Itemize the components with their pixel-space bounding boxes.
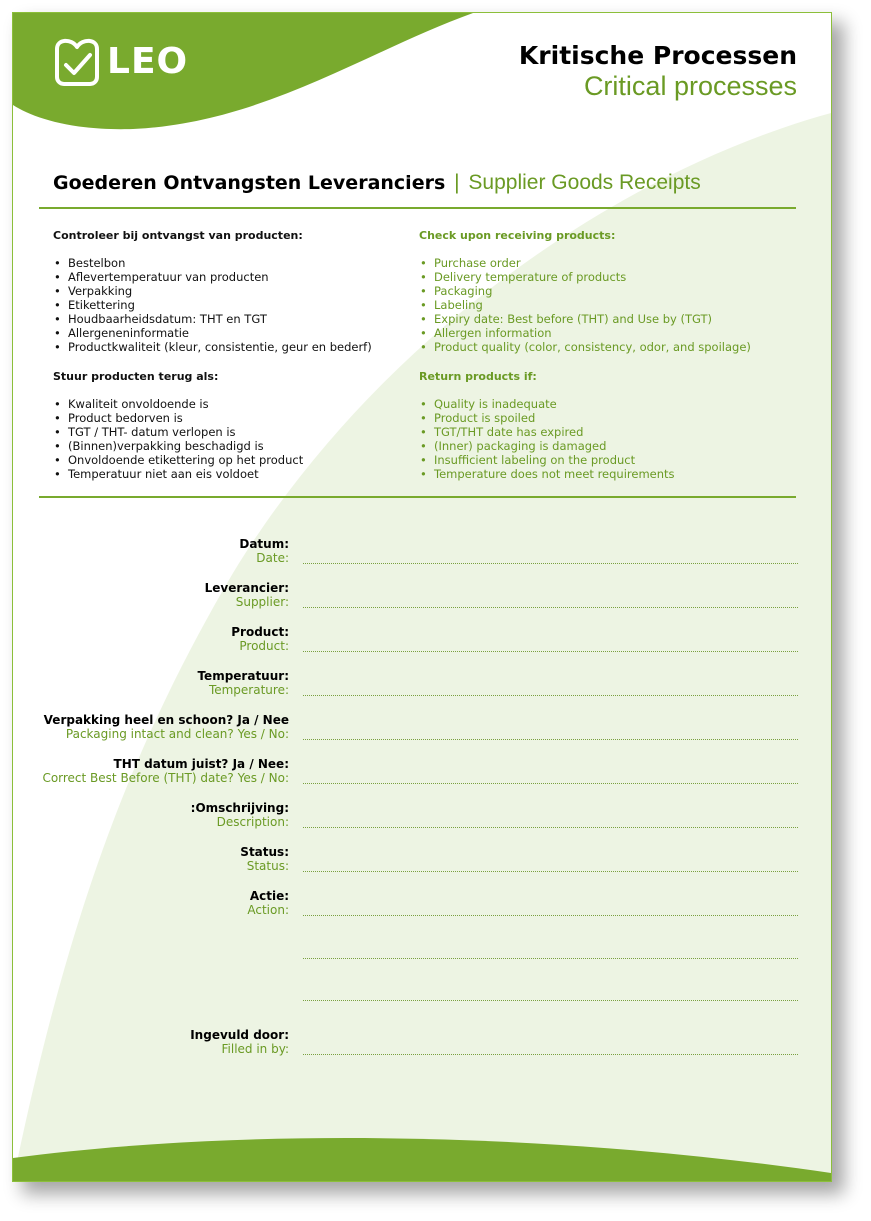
list-item: • Quality is inadequate — [419, 397, 789, 411]
document-page — [12, 12, 832, 1182]
supplier-entry-line[interactable] — [303, 607, 798, 608]
list-item: • Houdbaarheidsdatum: THT en TGT — [53, 312, 423, 326]
list-item: • (Inner) packaging is damaged — [419, 439, 789, 453]
instructions-dutch — [53, 229, 423, 497]
logo — [53, 35, 188, 87]
list-item: • Product quality (color, consistency, odor, and spoilage) — [419, 340, 789, 354]
temperature-entry-line[interactable] — [303, 695, 798, 696]
action-entry-line-2[interactable] — [303, 958, 798, 959]
field-label-nl: THT datum juist? Ja / Nee: — [113, 757, 289, 771]
date-entry-line[interactable] — [303, 563, 798, 564]
packaging-entry-line[interactable] — [303, 739, 798, 740]
divider-middle — [39, 496, 796, 498]
field-label-en: Date: — [256, 551, 289, 565]
field-label-en: Description: — [216, 815, 289, 829]
list-item: • Expiry date: Best before (THT) and Use by (TGT) — [419, 312, 789, 326]
field-label-en: Filled in by: — [221, 1042, 289, 1056]
field-label-en: Product: — [239, 639, 289, 653]
list-item: • Kwaliteit onvoldoende is — [53, 397, 423, 411]
field-product — [13, 625, 831, 669]
list-item: • (Binnen)verpakking beschadigd is — [53, 439, 423, 453]
return-list-en — [419, 397, 789, 481]
description-entry-line[interactable] — [303, 827, 798, 828]
field-filled-in-by — [13, 1028, 831, 1072]
header — [519, 41, 797, 101]
field-label-en: Correct Best Before (THT) date? Yes / No: — [42, 771, 289, 785]
field-label-en: Supplier: — [235, 595, 289, 609]
field-label-nl: Leverancier: — [204, 581, 289, 595]
title-separator: | — [454, 171, 460, 194]
field-label-nl: Status: — [240, 845, 289, 859]
field-label-en: Action: — [247, 903, 289, 917]
document-title — [53, 171, 701, 195]
field-action — [13, 889, 831, 933]
list-item: • Temperature does not meet requirements — [419, 467, 789, 481]
list-item: • Insufficient labeling on the product — [419, 453, 789, 467]
field-supplier — [13, 581, 831, 625]
list-item: • Packaging — [419, 284, 789, 298]
list-item: • Delivery temperature of products — [419, 270, 789, 284]
field-date — [13, 537, 831, 581]
field-status — [13, 845, 831, 889]
return-heading-en: Return products if: — [419, 370, 537, 383]
list-item: • Purchase order — [419, 256, 789, 270]
field-label-en: Packaging intact and clean? Yes / No: — [65, 727, 289, 741]
list-item: • Allergeneninformatie — [53, 326, 423, 340]
heart-check-icon — [53, 35, 101, 87]
header-title-nl: Kritische Processen — [518, 41, 797, 70]
action-entry-line-3[interactable] — [303, 1000, 798, 1001]
list-item: • Product is spoiled — [419, 411, 789, 425]
check-list-en — [419, 256, 789, 354]
filled-in-by-entry-line[interactable] — [303, 1054, 798, 1055]
field-label-nl: :Omschrijving: — [190, 801, 289, 815]
list-item: • Productkwaliteit (kleur, consistentie, geur en bederf) — [53, 340, 423, 354]
list-item: • Product bedorven is — [53, 411, 423, 425]
field-description — [13, 801, 831, 845]
list-item: • Aflevertemperatuur van producten — [53, 270, 423, 284]
list-item: • TGT/THT date has expired — [419, 425, 789, 439]
list-item: • Temperatuur niet aan eis voldoet — [53, 467, 423, 481]
field-label-nl: Actie: — [249, 889, 289, 903]
field-label-nl: Datum: — [239, 537, 289, 551]
field-label-en: Status: — [246, 859, 289, 873]
return-heading-nl: Stuur producten terug als: — [53, 370, 219, 383]
field-packaging — [13, 713, 831, 757]
action-entry-line[interactable] — [303, 915, 798, 916]
check-list-nl — [53, 256, 423, 354]
field-label-nl: Ingevuld door: — [190, 1028, 289, 1042]
product-entry-line[interactable] — [303, 651, 798, 652]
field-temperature — [13, 669, 831, 713]
list-item: • Onvoldoende etikettering op het product — [53, 453, 423, 467]
list-item: • Etikettering — [53, 298, 423, 312]
check-heading-en: Check upon receiving products: — [419, 229, 616, 242]
return-list-nl — [53, 397, 423, 481]
list-item: • TGT / THT- datum verlopen is — [53, 425, 423, 439]
header-title-en: Critical processes — [583, 71, 797, 101]
tht-date-entry-line[interactable] — [303, 783, 798, 784]
document-title-nl: Goederen Ontvangsten Leveranciers — [53, 172, 446, 194]
list-item: • Allergen information — [419, 326, 789, 340]
status-entry-line[interactable] — [303, 871, 798, 872]
instructions-english — [419, 229, 789, 497]
check-heading-nl: Controleer bij ontvangst van producten: — [53, 229, 303, 242]
list-item: • Bestelbon — [53, 256, 423, 270]
field-label-nl: Verpakking heel en schoon? Ja / Nee — [43, 713, 289, 727]
field-tht-date — [13, 757, 831, 801]
field-label-nl: Temperatuur: — [197, 669, 289, 683]
field-label-nl: Product: — [231, 625, 289, 639]
divider-top — [39, 207, 796, 209]
list-item: • Verpakking — [53, 284, 423, 298]
list-item: • Labeling — [419, 298, 789, 312]
logo-text: LEO — [107, 40, 189, 82]
field-label-en: Temperature: — [208, 683, 289, 697]
document-title-en: Supplier Goods Receipts — [468, 171, 701, 194]
